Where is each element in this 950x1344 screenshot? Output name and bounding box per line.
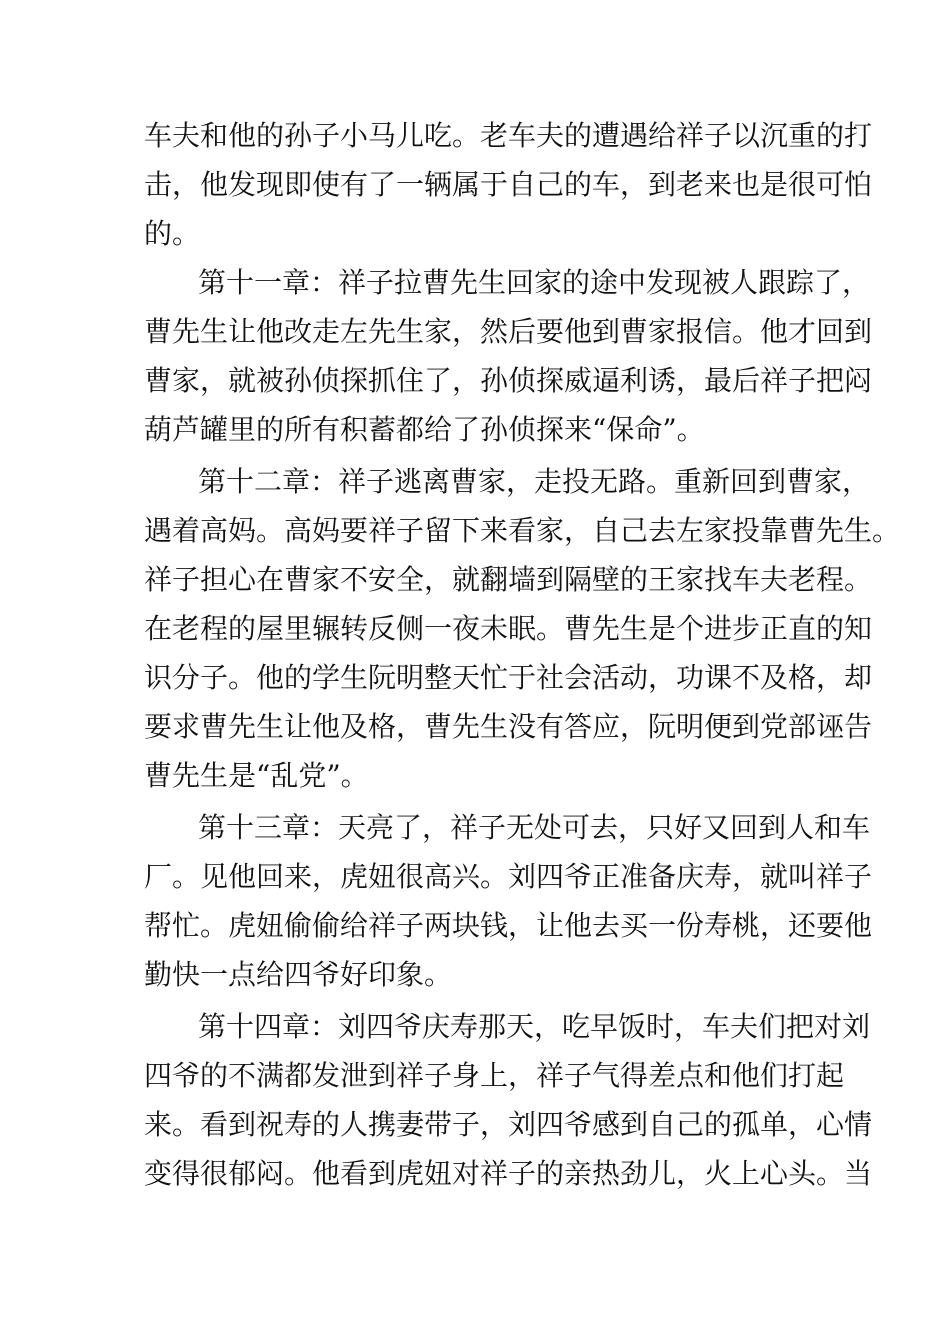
text-line: 四爷的不满都发泄到祥子身上，祥子气得差点和他们打起 (144, 1059, 845, 1092)
text-line: 葫芦罐里的所有积蓄都给了孙侦探来“保命”。 (144, 413, 705, 446)
text-line: 曹先生是“乱党”。 (144, 759, 369, 792)
text-line: 曹先生让他改走左先生家，然后要他到曹家报信。他才回到 (144, 315, 873, 348)
text-line: 来。看到祝寿的人携妻带子，刘四爷感到自己的孤单，心情 (144, 1108, 873, 1141)
chapter-14-heading-line: 第十四章：刘四爷庆寿那天，吃早饭时，车夫们把对刘 (198, 1010, 871, 1043)
text-line: 击，他发现即使有了一辆属于自己的车，到老来也是很可怕 (144, 168, 873, 201)
text-line: 祥子担心在曹家不安全，就翻墙到隔壁的王家找车夫老程。 (144, 563, 873, 596)
text-line: 要求曹先生让他及格，曹先生没有答应，阮明便到党部诬告 (144, 710, 873, 743)
text-line: 变得很郁闷。他看到虎妞对祥子的亲热劲儿，火上心头。当 (144, 1157, 873, 1190)
text-line: 帮忙。虎妞偷偷给祥子两块钱，让他去买一份寿桃，还要他 (144, 909, 873, 942)
text-line: 勤快一点给四爷好印象。 (144, 958, 453, 991)
text-line: 遇着高妈。高妈要祥子留下来看家，自己去左家投靠曹先生。 (144, 514, 901, 547)
text-line: 厂。见他回来，虎妞很高兴。刘四爷正准备庆寿，就叫祥子 (144, 860, 873, 893)
chapter-11-heading-line: 第十一章：祥子拉曹先生回家的途中发现被人跟踪了， (198, 266, 871, 299)
text-line: 的。 (144, 217, 201, 250)
text-line: 识分子。他的学生阮明整天忙于社会活动，功课不及格，却 (144, 661, 873, 694)
text-line: 曹家，就被孙侦探抓住了，孙侦探威逼利诱，最后祥子把闷 (144, 364, 873, 397)
text-line: 车夫和他的孙子小马儿吃。老车夫的遭遇给祥子以沉重的打 (144, 119, 873, 152)
chapter-12-heading-line: 第十二章：祥子逃离曹家，走投无路。重新回到曹家， (198, 465, 871, 498)
chapter-13-heading-line: 第十三章：天亮了，祥子无处可去，只好又回到人和车 (198, 811, 871, 844)
text-line: 在老程的屋里辗转反侧一夜未眠。曹先生是个进步正直的知 (144, 612, 873, 645)
